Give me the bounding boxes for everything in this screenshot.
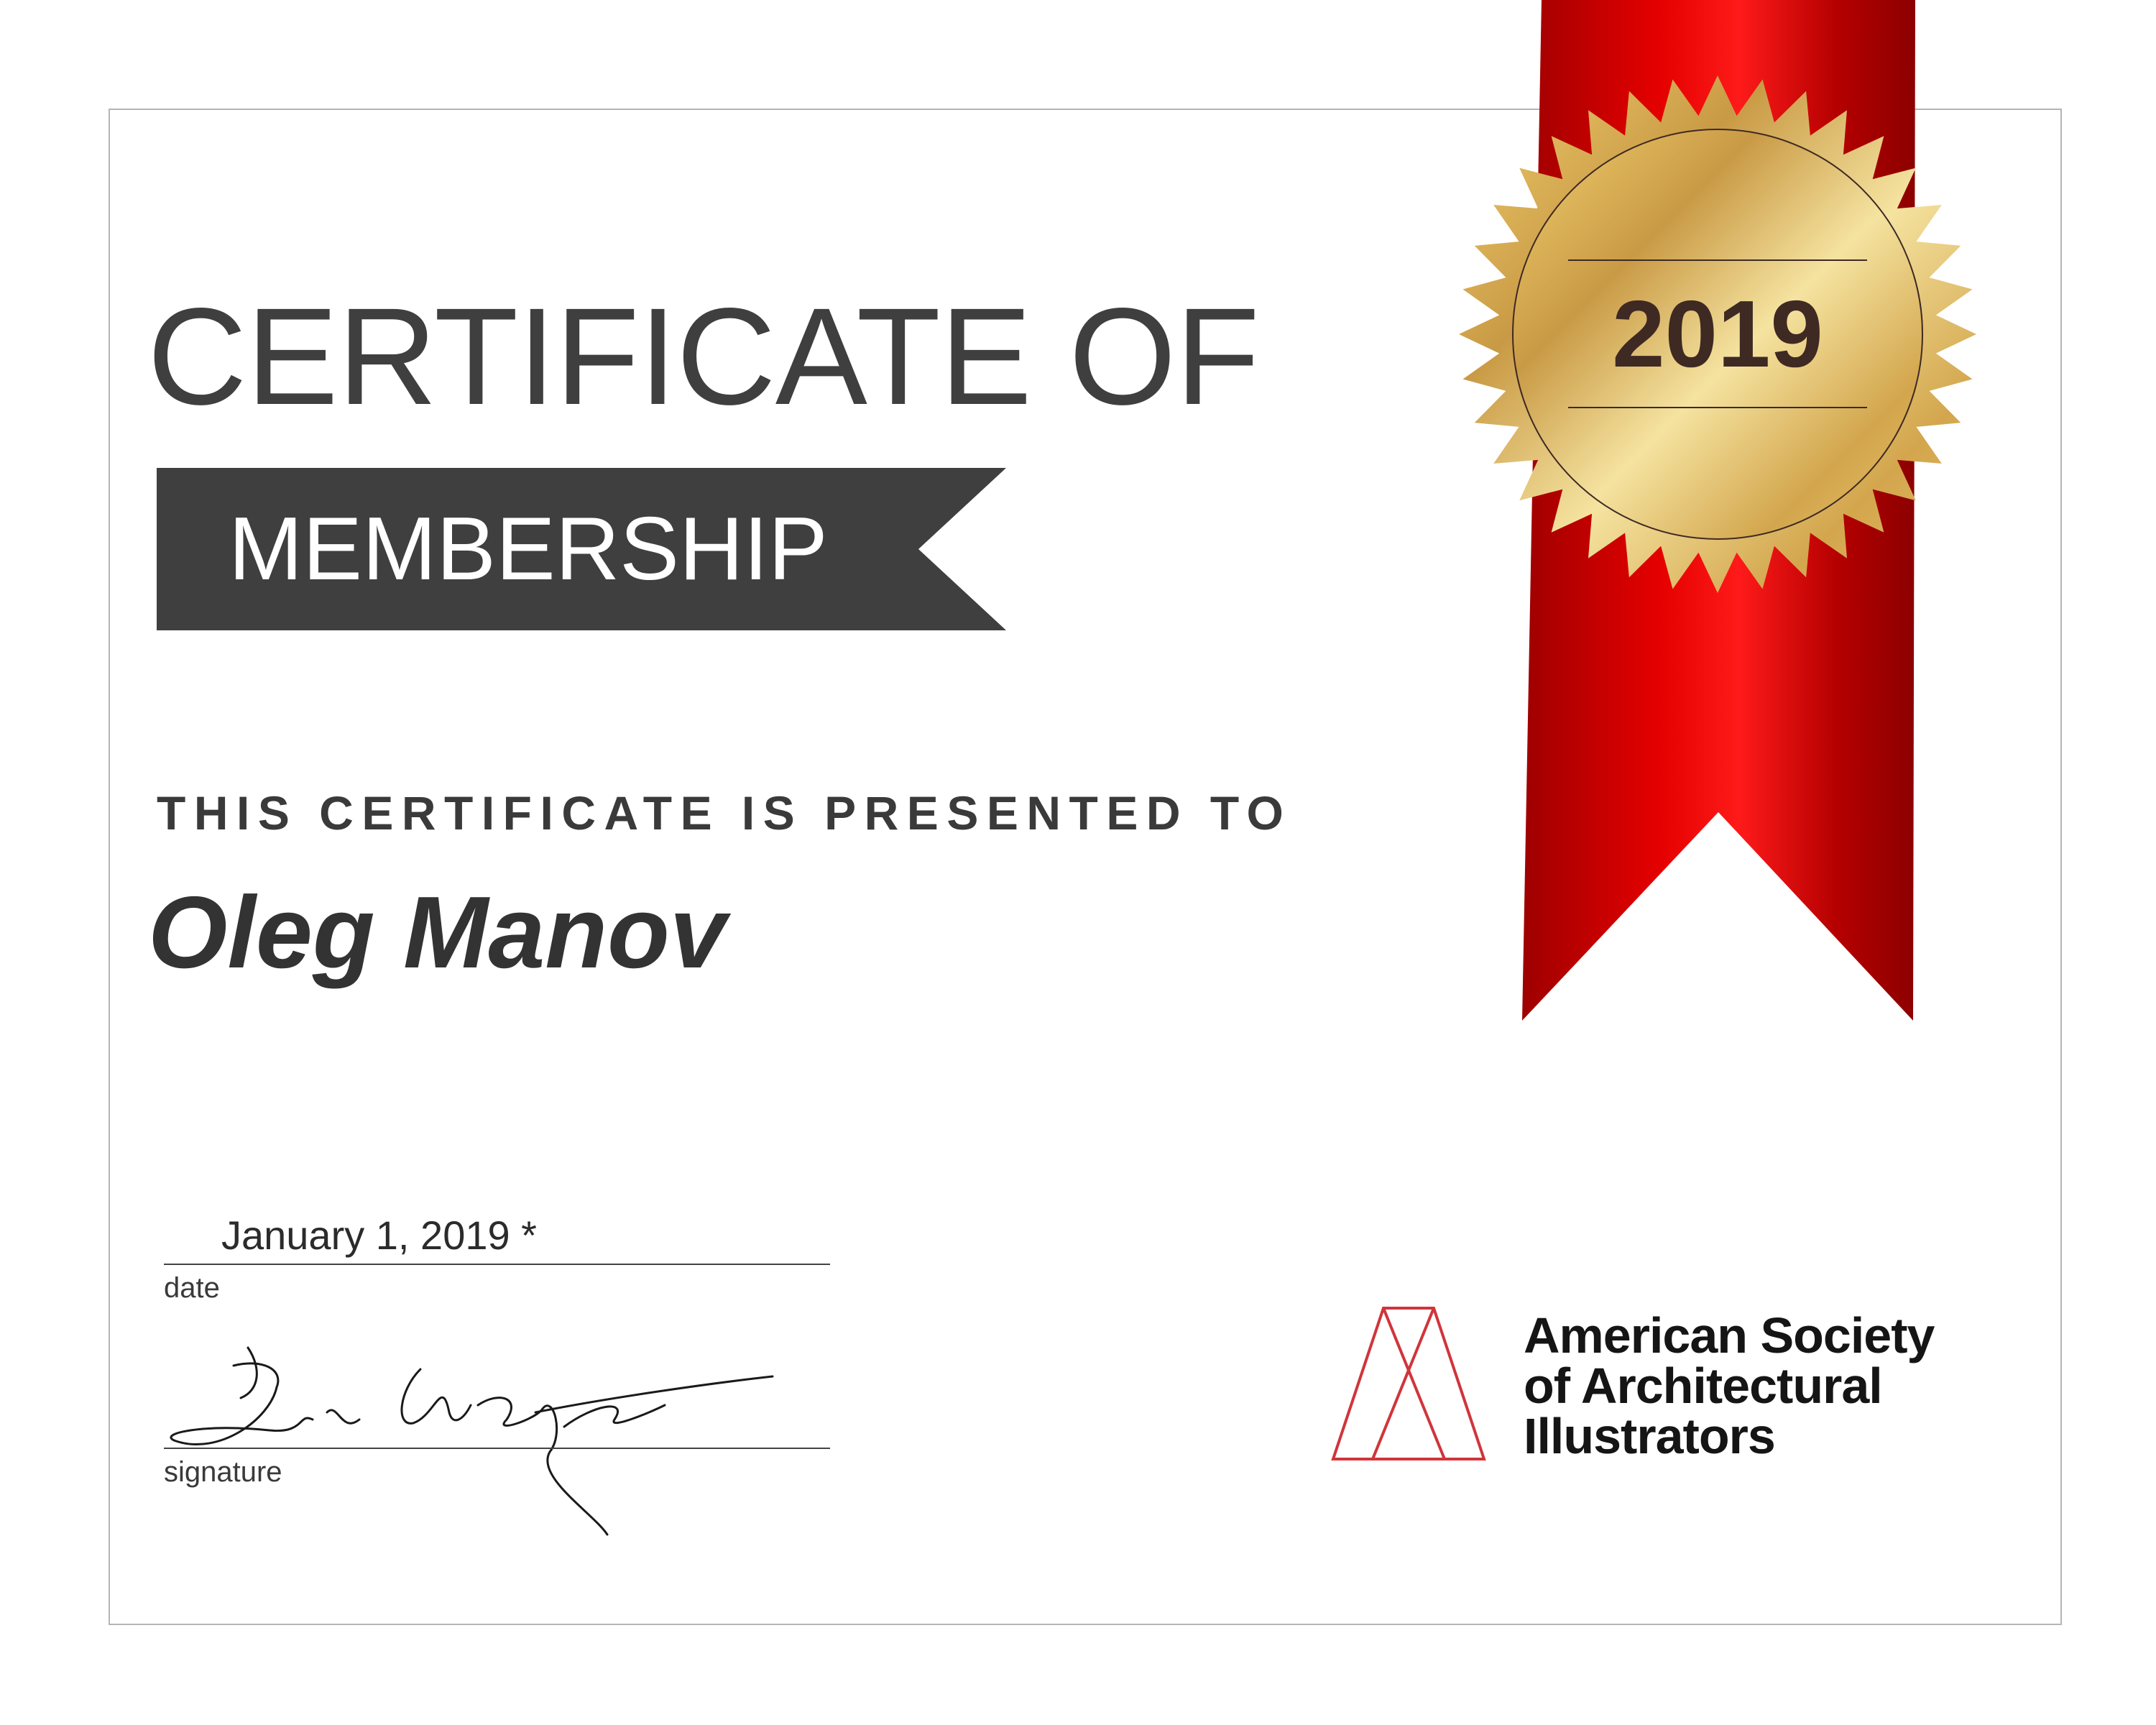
certificate-title: CERTIFICATE OF: [147, 279, 1259, 433]
certificate-type: MEMBERSHIP: [229, 500, 828, 599]
organization-name: [1524, 1307, 1935, 1464]
organization-line-3: Illustrators: [1524, 1408, 1775, 1464]
organization-line-1: American Society: [1524, 1307, 1935, 1363]
asai-logo-icon: [1330, 1305, 1495, 1470]
seal-year: 2019: [1612, 281, 1823, 387]
date-label: date: [164, 1272, 220, 1304]
presented-to-text: THIS CERTIFICATE IS PRESENTED TO: [157, 786, 1292, 840]
date-line: [164, 1264, 830, 1265]
handwritten-signature: [162, 1326, 794, 1542]
recipient-name: Oleg Manov: [148, 875, 727, 990]
organization-line-2: of Architectural: [1524, 1358, 1882, 1414]
signature-label: signature: [164, 1456, 282, 1488]
membership-banner: [157, 468, 1006, 630]
date-value: January 1, 2019 *: [221, 1213, 537, 1258]
signature-line: [164, 1448, 830, 1449]
